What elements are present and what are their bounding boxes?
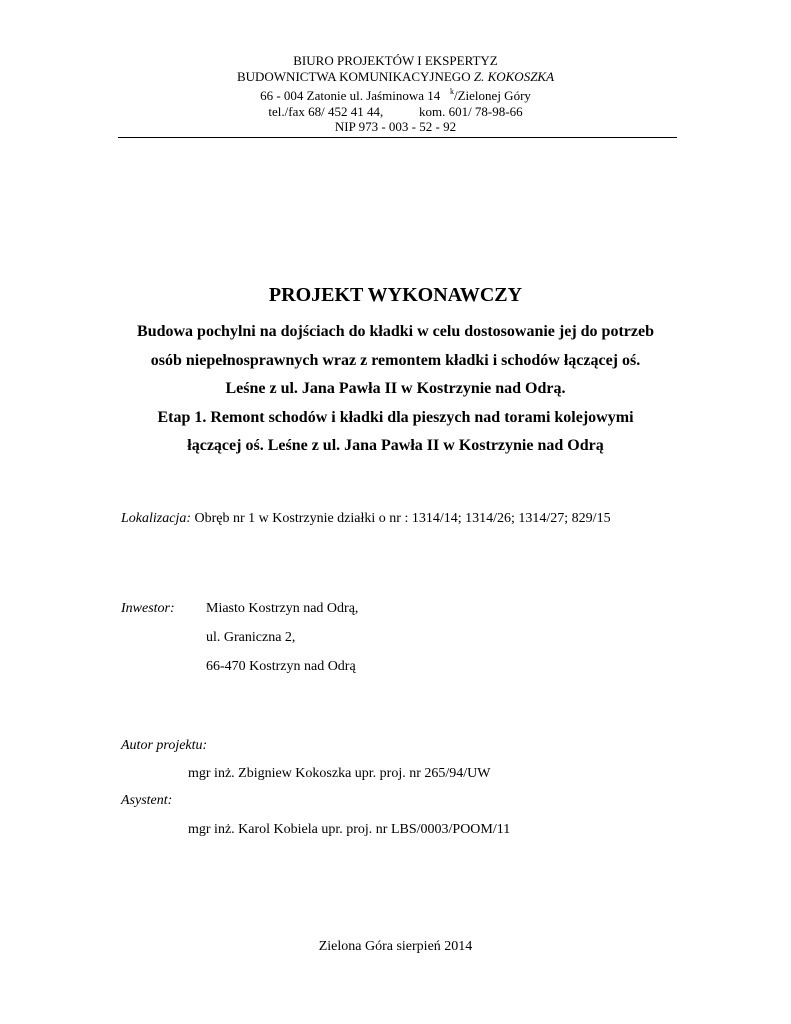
company-nip: NIP 973 - 003 - 52 - 92 [334,119,457,134]
investor-label: Inwestor: [121,601,175,616]
owner-name: Z. KOKOSZKA [473,68,555,84]
author-value: mgr inż. Zbigniew Kokoszka upr. proj. nr 265/94/UW [188,766,491,781]
description-line: łączącej oś. Leśne z ul. Jana Pawła II w Kostrzynie nad Odrą [187,437,604,454]
company-address: 66 - 004 Zatonie ul. Jaśminowa 14 $^k$/Zielonej Góry [260,87,531,103]
description-line: osób niepełnosprawnych wraz z remontem kładki i schodów łączącej oś. [150,351,641,369]
place-and-date: Zielona Góra sierpień 2014 [318,939,473,954]
investor-city: 66-470 Kostrzyn nad Odrą [206,659,356,674]
company-name-line: BIURO PROJEKTÓW I EKSPERTYZ [293,53,498,68]
location-label: Lokalizacja: [121,511,191,526]
company-name-line-2: BUDOWNICTWA KOMUNIKACYJNEGO Z. KOKOSZKA [236,68,555,84]
project-description [0,318,791,461]
description-line: Etap 1. Remont schodów i kładki dla pieszych nad torami kolejowymi [157,408,634,426]
author-label: Autor projektu: [121,738,208,753]
assistant-value: mgr inż. Karol Kobiela upr. proj. nr LBS/0003/POOM/11 [188,822,511,837]
investor-name: Miasto Kostrzyn nad Odrą, [206,601,359,616]
location-field [121,511,611,527]
investor-street: ul. Graniczna 2, [206,630,296,645]
description-line: Leśne z ul. Jana Pawła II w Kostrzynie nad Odrą. [225,380,566,397]
address-superscript: k [450,87,454,96]
description-line: Budowa pochylni na dojściach do kładki w celu dostosowanie jej do potrzeb [137,323,654,340]
assistant-label: Asystent: [121,793,173,808]
company-phone: tel./fax 68/ 452 41 44, kom. 601/ 78-98-66 [268,103,523,119]
letterhead [0,53,791,135]
document-title: PROJEKT WYKONAWCZY [268,284,523,306]
letterhead-divider [118,137,677,138]
location-value: Obręb nr 1 w Kostrzynie działki o nr : 1314/14; 1314/26; 1314/27; 829/15 [191,511,611,526]
